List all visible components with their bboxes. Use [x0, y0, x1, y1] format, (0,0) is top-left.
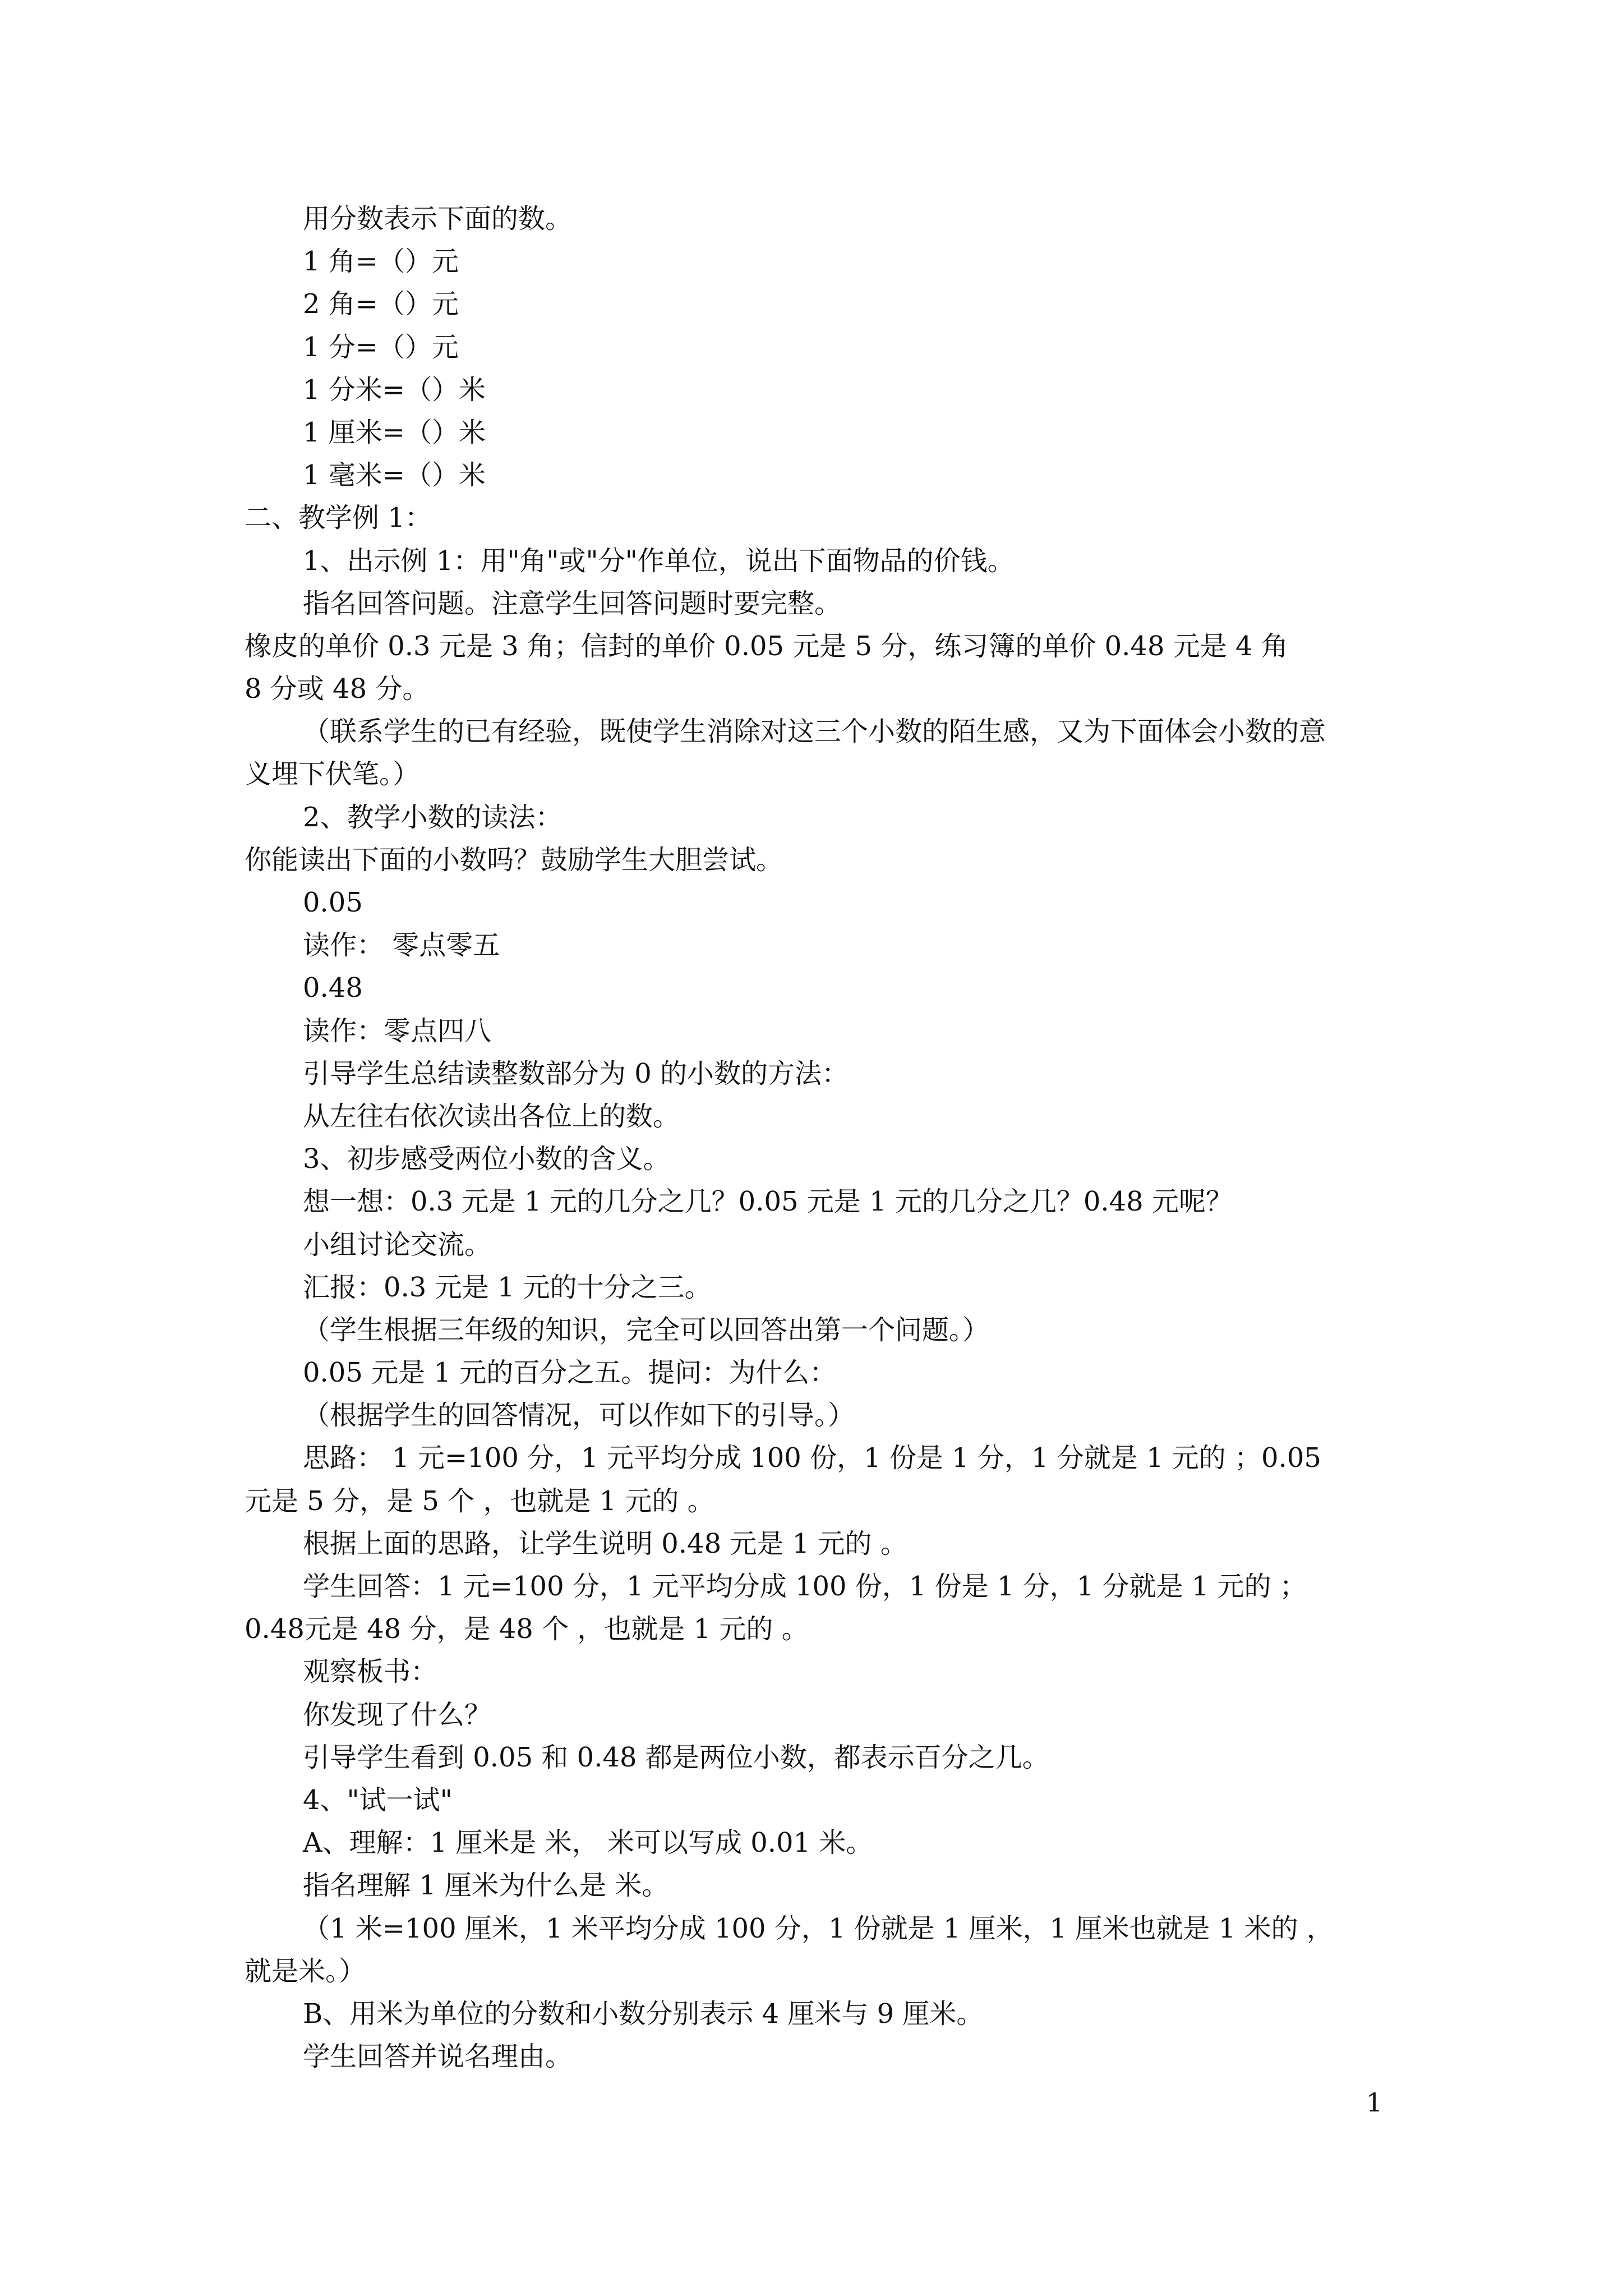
text-line: 就是米。） [245, 1955, 366, 1987]
text-line: 0.05 元是 1 元的百分之五。提问：为什么： [303, 1357, 837, 1389]
page-number: 1 [1366, 2087, 1383, 2118]
text-line: 引导学生看到 0.05 和 0.48 都是两位小数，都表示百分之几。 [303, 1741, 1049, 1773]
text-line: 元是 5 分，是 5 个 ，也就是 1 元的 。 [245, 1485, 714, 1517]
text-line: 引导学生总结读整数部分为 0 的小数的方法： [303, 1057, 849, 1089]
text-line: 从左往右依次读出各位上的数。 [303, 1100, 680, 1132]
text-line: （1 米=100 厘米，1 米平均分成 100 分，1 份就是 1 厘米，1 厘米也就是 1 米的 ， [303, 1912, 1334, 1944]
text-line: （学生根据三年级的知识，完全可以回答出第一个问题。） [303, 1314, 990, 1346]
text-line: B、用米为单位的分数和小数分别表示 4 厘米与 9 厘米。 [303, 1998, 984, 2030]
text-line: 义埋下伏笔。） [245, 758, 420, 790]
text-line: 你发现了什么？ [303, 1699, 492, 1731]
text-line: 1 分=（）元 [303, 331, 459, 363]
text-line: 0.05 [303, 887, 363, 918]
text-line: 思路： 1 元=100 分，1 元平均分成 100 份，1 份是 1 分，1 分就是 1 元的 ；0.05 [303, 1442, 1321, 1474]
text-line: 1、出示例 1：用"角"或"分"作单位，说出下面物品的价钱。 [303, 545, 1015, 577]
text-line: 小组讨论交流。 [303, 1228, 492, 1260]
text-line: 读作： 零点零五 [303, 930, 500, 961]
text-line: 0.48元是 48 分，是 48 个 ，也就是 1 元的 。 [245, 1613, 809, 1645]
text-line: （根据学生的回答情况，可以作如下的引导。） [303, 1400, 855, 1432]
text-line: 学生回答并说名理由。 [303, 2041, 573, 2073]
text-line: 橡皮的单价 0.3 元是 3 角；信封的单价 0.05 元是 5 分，练习簿的单价 0.48 元是 4 角 [245, 630, 1288, 662]
text-line: 2 角=（）元 [303, 288, 459, 320]
text-line: 4、"试一试" [303, 1784, 453, 1816]
text-line: 二、教学例 1： [245, 502, 432, 534]
text-line: 读作：零点四八 [303, 1015, 492, 1047]
text-line: 3、初步感受两位小数的含义。 [303, 1143, 670, 1175]
text-line: 指名回答问题。注意学生回答问题时要完整。 [303, 587, 842, 619]
text-line: 1 厘米=（）米 [303, 416, 486, 448]
document-body [245, 197, 1400, 2078]
text-line: 2、教学小数的读法： [303, 801, 562, 833]
text-line: 1 角=（）元 [303, 246, 459, 278]
text-line: 观察板书： [303, 1656, 438, 1688]
text-line: 学生回答：1 元=100 分，1 元平均分成 100 份，1 份是 1 分，1 分就是 1 元的 ； [303, 1571, 1307, 1602]
text-line: 1 分米=（）米 [303, 374, 486, 406]
text-line: 1 毫米=（）米 [303, 459, 486, 491]
text-line: 想一想：0.3 元是 1 元的几分之几？0.05 元是 1 元的几分之几？0.48 元呢？ [303, 1186, 1233, 1218]
text-line: 用分数表示下面的数。 [303, 203, 573, 234]
text-line: 指名理解 1 厘米为什么是 米。 [303, 1870, 669, 1902]
text-line: （联系学生的已有经验，既使学生消除对这三个小数的陌生感，又为下面体会小数的意 [303, 716, 1326, 748]
text-line: 根据上面的思路，让学生说明 0.48 元是 1 元的 。 [303, 1527, 907, 1559]
text-line: 汇报：0.3 元是 1 元的十分之三。 [303, 1271, 712, 1303]
text-line: 0.48 [303, 972, 363, 1004]
text-line: A、理解：1 厘米是 米， 米可以写成 0.01 米。 [303, 1827, 873, 1859]
text-line: 8 分或 48 分。 [245, 673, 430, 705]
text-line: 你能读出下面的小数吗？鼓励学生大胆尝试。 [245, 844, 783, 876]
